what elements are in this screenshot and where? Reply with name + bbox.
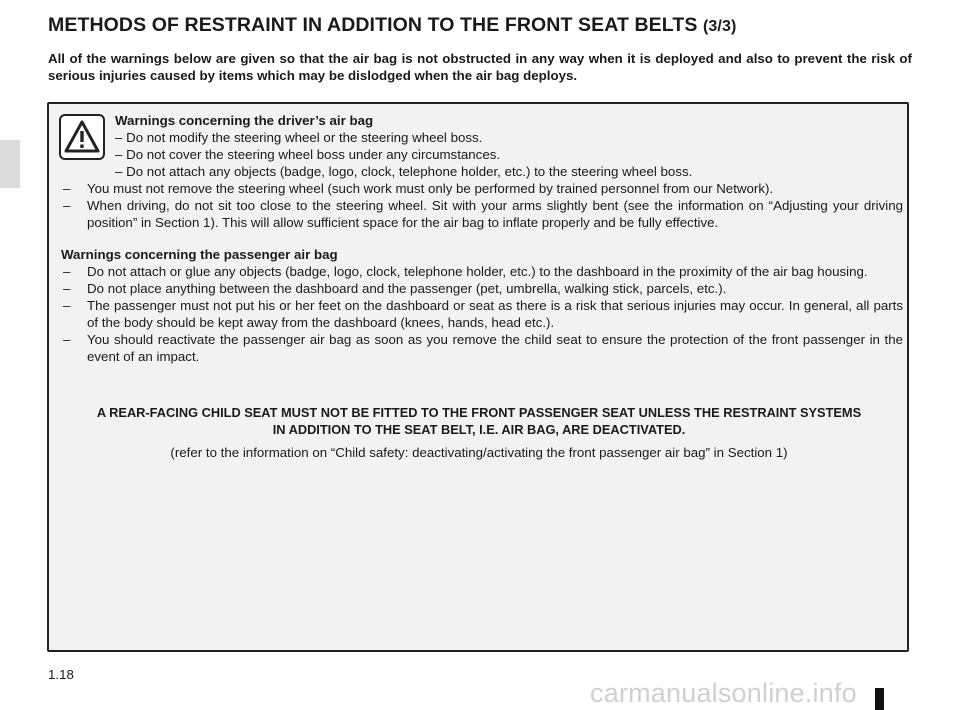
list-item: – Do not place anything between the dashboard and the passenger (pet, umbrella, walking stick, parcels, etc.).: [61, 280, 903, 297]
section-tab: [0, 140, 20, 188]
title-part: (3/3): [702, 18, 737, 35]
title-text: METHODS OF RESTRAINT IN ADDITION TO THE FRONT SEAT BELTS: [48, 14, 698, 36]
child-seat-notice: A REAR-FACING CHILD SEAT MUST NOT BE FITTED TO THE FRONT PASSENGER SEAT UNLESS THE RESTRAINT SYSTEMS IN ADDITION TO THE SEAT BELT, I.E. AIR BAG, ARE DEACTIVATED.: [96, 405, 862, 437]
page-title: [48, 14, 736, 37]
passenger-heading: Warnings concerning the passenger air bag: [61, 247, 338, 262]
driver-line: – Do not modify the steering wheel or the steering wheel boss.: [115, 130, 483, 145]
list-item: – You must not remove the steering wheel (such work must only be performed by trained personnel from our Network).: [61, 180, 903, 197]
page-number: 1.18: [48, 667, 74, 682]
child-seat-reference: (refer to the information on “Child safety: deactivating/activating the front passenger air bag” in Section 1): [170, 445, 788, 460]
warning-box: [47, 102, 909, 652]
driver-airbag-warnings: [115, 112, 905, 180]
intro-paragraph: All of the warnings below are given so that the air bag is not obstructed in any way when it is deployed and also to prevent the risk of serious injuries caused by items which may be dislodged when the air bag deploys.: [48, 51, 912, 83]
list-item: – The passenger must not put his or her feet on the dashboard or seat as there is a risk that serious injuries may occur. In general, all parts of the body should be kept away from the dashboard (knees, hands, head etc.).: [61, 297, 903, 331]
driver-items-list: [61, 180, 903, 231]
list-item: – Do not attach or glue any objects (badge, logo, clock, telephone holder, etc.) to the dashboard in the proximity of the air bag housing.: [61, 263, 903, 280]
warning-triangle-icon: [59, 114, 105, 160]
passenger-items-list: [61, 263, 903, 365]
driver-line: – Do not cover the steering wheel boss under any circumstances.: [115, 147, 501, 162]
driver-heading: Warnings concerning the driver’s air bag: [115, 113, 374, 128]
watermark: carmanualsonline.info: [590, 678, 857, 708]
list-item: – You should reactivate the passenger air bag as soon as you remove the child seat to ensure the protection of the front passenger in the event of an impact.: [61, 331, 903, 365]
driver-line: – Do not attach any objects (badge, logo, clock, telephone holder, etc.) to the steering wheel boss.: [115, 164, 693, 179]
corner-marker: [875, 688, 884, 710]
list-item: – When driving, do not sit too close to the steering wheel. Sit with your arms slightly bent (see the information on “Adjusting your driving position” in Section 1). This will allow sufficient space for the air bag to inflate properly and be fully effective.: [61, 197, 903, 231]
